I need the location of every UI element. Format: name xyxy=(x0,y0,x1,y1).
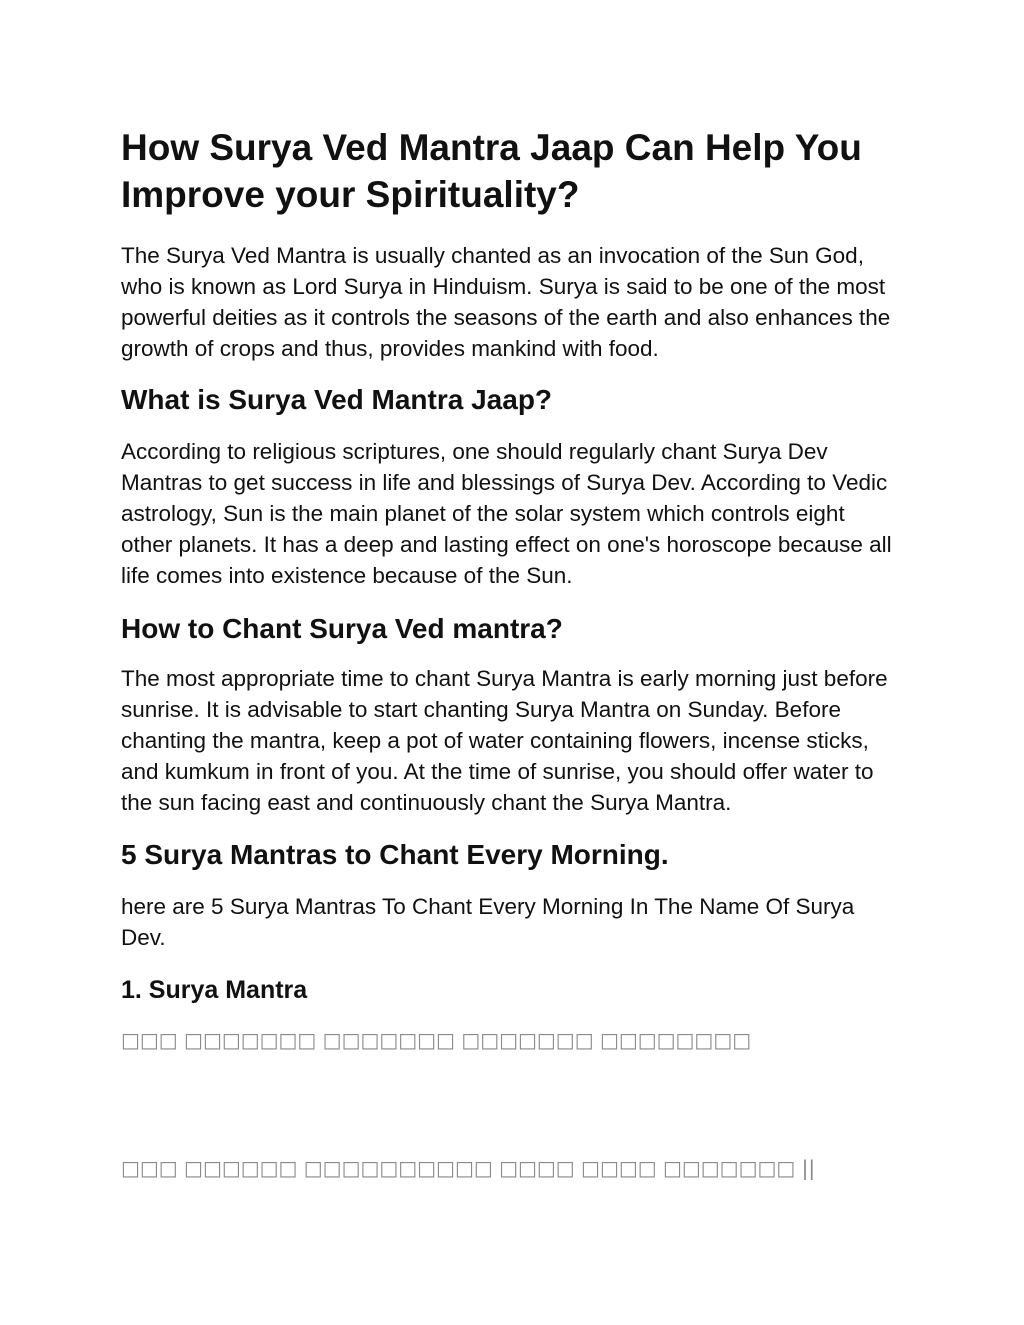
intro-paragraph: The Surya Ved Mantra is usually chanted as an invocation of the Sun God, who is known as Lord Surya in Hinduism. Surya is said to be one of the most powerful deities as it controls the seasons of the earth and also enhances the growth of crops and thus, provides mankind with food. xyxy=(121,243,891,361)
section-body-what-is: According to religious scriptures, one should regularly chant Surya Dev Mantras to get success in life and blessings of Surya Dev. According to Vedic astrology, Sun is the main planet of the solar system which controls eight other planets. It has a deep and lasting effect on one's horoscope because all life comes into existence because of the Sun. xyxy=(121,439,892,588)
section-heading-what-is: What is Surya Ved Mantra Jaap? xyxy=(121,384,553,415)
section-body-how-to-chant: The most appropriate time to chant Surya Mantra is early morning just before sunrise. It is advisable to start chanting Surya Mantra on Sunday. Before chanting the mantra, keep a pot of water containing flowers, incense sticks, and kumkum in front of you. At the time of sunrise, you should offer water to the sun facing east and continuously chant the Surya Mantra. xyxy=(121,666,888,815)
section-heading-five-mantras: 5 Surya Mantras to Chant Every Morning. xyxy=(121,839,669,870)
article-title: How Surya Ved Mantra Jaap Can Help You Improve your Spirituality? xyxy=(121,127,862,215)
mantra-1-line-2: □□□ □□□□□□ □□□□□□□□□□ □□□□ □□□□ □□□□□□□ || xyxy=(121,1156,816,1180)
mantra-1-line-1: □□□ □□□□□□□ □□□□□□□ □□□□□□□ □□□□□□□□ xyxy=(121,1028,752,1052)
mantra-1-heading: 1. Surya Mantra xyxy=(121,976,308,1004)
section-heading-how-to-chant: How to Chant Surya Ved mantra? xyxy=(121,613,563,644)
section-body-five-mantras: here are 5 Surya Mantras To Chant Every Morning In The Name Of Surya Dev. xyxy=(121,894,855,950)
